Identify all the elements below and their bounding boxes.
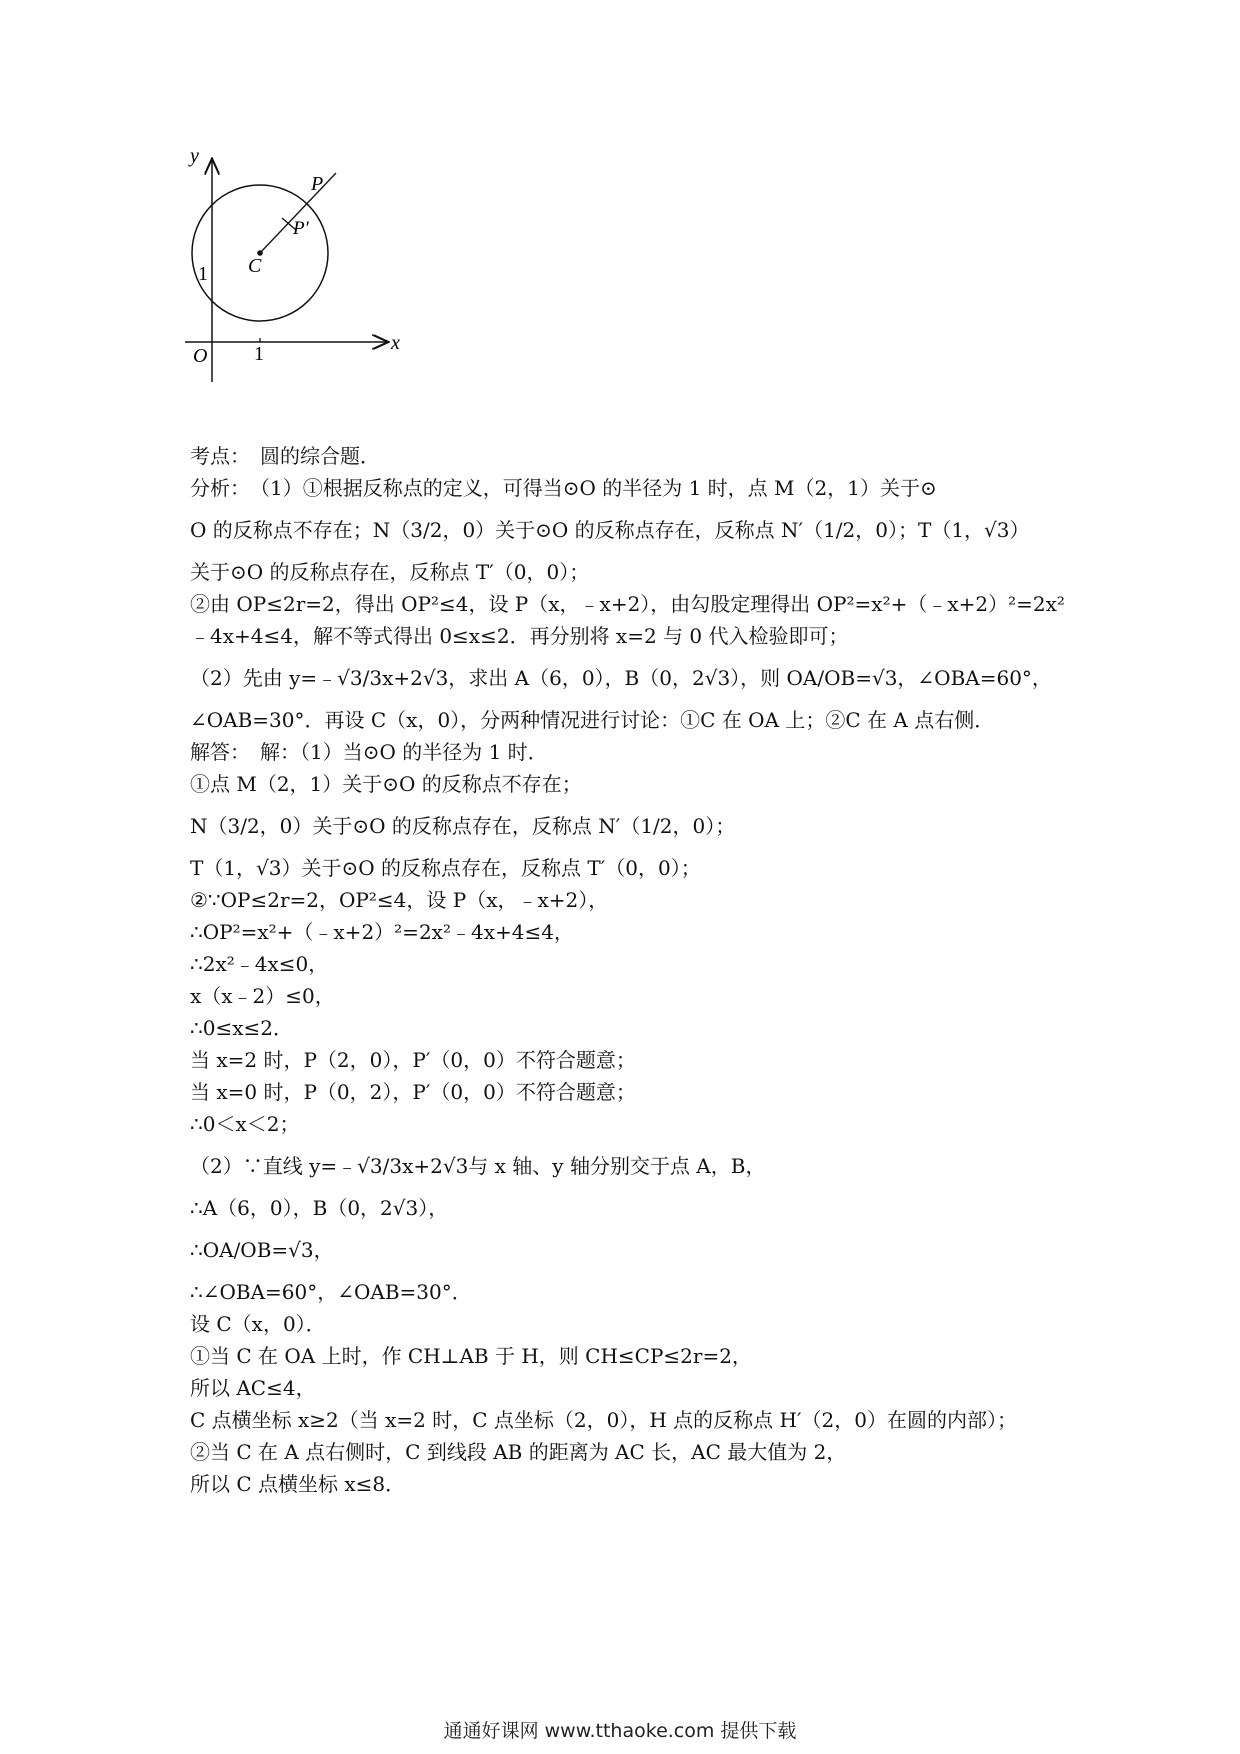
p-label: P bbox=[311, 173, 324, 195]
text-line: （2）先由 y=﹣√3/3x+2√3，求出 A（6，0），B（0，2√3），则 OA/OB=√3，∠OBA=60°， bbox=[190, 666, 1052, 690]
text-line: ①当 C 在 OA 上时，作 CH⊥AB 于 H，则 CH≤CP≤2r=2， bbox=[190, 1344, 752, 1368]
text-line: ﹣4x+4≤4，解不等式得出 0≤x≤2．再分别将 x=2 与 0 代入检验即可； bbox=[190, 624, 849, 648]
text-line: ①点 M（2，1）关于⊙O 的反称点不存在； bbox=[190, 772, 582, 796]
text-line: ∴0＜x＜2； bbox=[190, 1112, 300, 1136]
y-one-label: 1 bbox=[198, 263, 208, 285]
text-line: ②由 OP≤2r=2，得出 OP²≤4，设 P（x，﹣x+2），由勾股定理得出 OP²=x²+（﹣x+2）²=2x² bbox=[190, 592, 1065, 616]
text-line: x（x﹣2）≤0， bbox=[190, 984, 335, 1008]
text-line: 所以 AC≤4， bbox=[190, 1376, 316, 1400]
coordinate-figure bbox=[185, 150, 455, 430]
c-label: C bbox=[248, 255, 262, 277]
text-line: ∠OAB=30°．再设 C（x，0），分两种情况进行讨论：①C 在 OA 上；②C 在 A 点右侧． bbox=[190, 708, 995, 732]
text-line: ∴2x²﹣4x≤0， bbox=[190, 952, 329, 976]
text-line: （2）∵直线 y=﹣√3/3x+2√3与 x 轴、y 轴分别交于点 A，B， bbox=[190, 1154, 766, 1178]
text-line: ∴∠OBA=60°，∠OAB=30°． bbox=[190, 1280, 472, 1304]
solution-text bbox=[190, 440, 1070, 1500]
text-line: C 点横坐标 x≥2（当 x=2 时，C 点坐标（2，0），H 点的反称点 H′（2，0）在圆的内部）； bbox=[190, 1408, 1017, 1432]
text-line: 分析： （1）①根据反称点的定义，可得当⊙O 的半径为 1 时，点 M（2，1）关于⊙ bbox=[190, 476, 937, 500]
text-line: ②当 C 在 A 点右侧时，C 到线段 AB 的距离为 AC 长，AC 最大值为 2， bbox=[190, 1440, 847, 1464]
text-line: 关于⊙O 的反称点存在，反称点 T′（0，0）； bbox=[190, 560, 590, 584]
x-one-label: 1 bbox=[254, 343, 264, 365]
text-line: T（1，√3）关于⊙O 的反称点存在，反称点 T′（0，0）； bbox=[190, 856, 701, 880]
text-line: 解答： 解：（1）当⊙O 的半径为 1 时． bbox=[190, 740, 548, 764]
ray-cp bbox=[260, 173, 336, 253]
text-line: ∴0≤x≤2． bbox=[190, 1016, 293, 1040]
origin-label: O bbox=[193, 345, 208, 367]
text-line: 设 C（x，0）． bbox=[190, 1312, 326, 1336]
text-line: 当 x=2 时，P（2，0），P′（0，0）不符合题意； bbox=[190, 1048, 636, 1072]
p-prime-label: P′ bbox=[293, 218, 309, 239]
x-label: x bbox=[391, 332, 400, 354]
text-line: N（3/2，0）关于⊙O 的反称点存在，反称点 N′（1/2，0）； bbox=[190, 814, 736, 838]
text-line: ②∵OP≤2r=2，OP²≤4，设 P（x，﹣x+2）， bbox=[190, 888, 609, 912]
text-line: 考点： 圆的综合题． bbox=[190, 444, 380, 468]
text-line: ∴A（6，0），B（0，2√3）， bbox=[190, 1196, 449, 1220]
text-line: ∴OP²=x²+（﹣x+2）²=2x²﹣4x+4≤4， bbox=[190, 920, 574, 944]
text-line: 当 x=0 时，P（0，2），P′（0，0）不符合题意； bbox=[190, 1080, 636, 1104]
text-line: O 的反称点不存在；N（3/2，0）关于⊙O 的反称点存在，反称点 N′（1/2，0）；T（1，√3） bbox=[190, 518, 1030, 542]
page-footer: 通通好课网 www.tthaoke.com 提供下载 bbox=[443, 1720, 797, 1742]
y-label: y bbox=[190, 150, 199, 167]
text-line: 所以 C 点横坐标 x≤8． bbox=[190, 1472, 406, 1496]
text-line: ∴OA/OB=√3， bbox=[190, 1238, 334, 1262]
